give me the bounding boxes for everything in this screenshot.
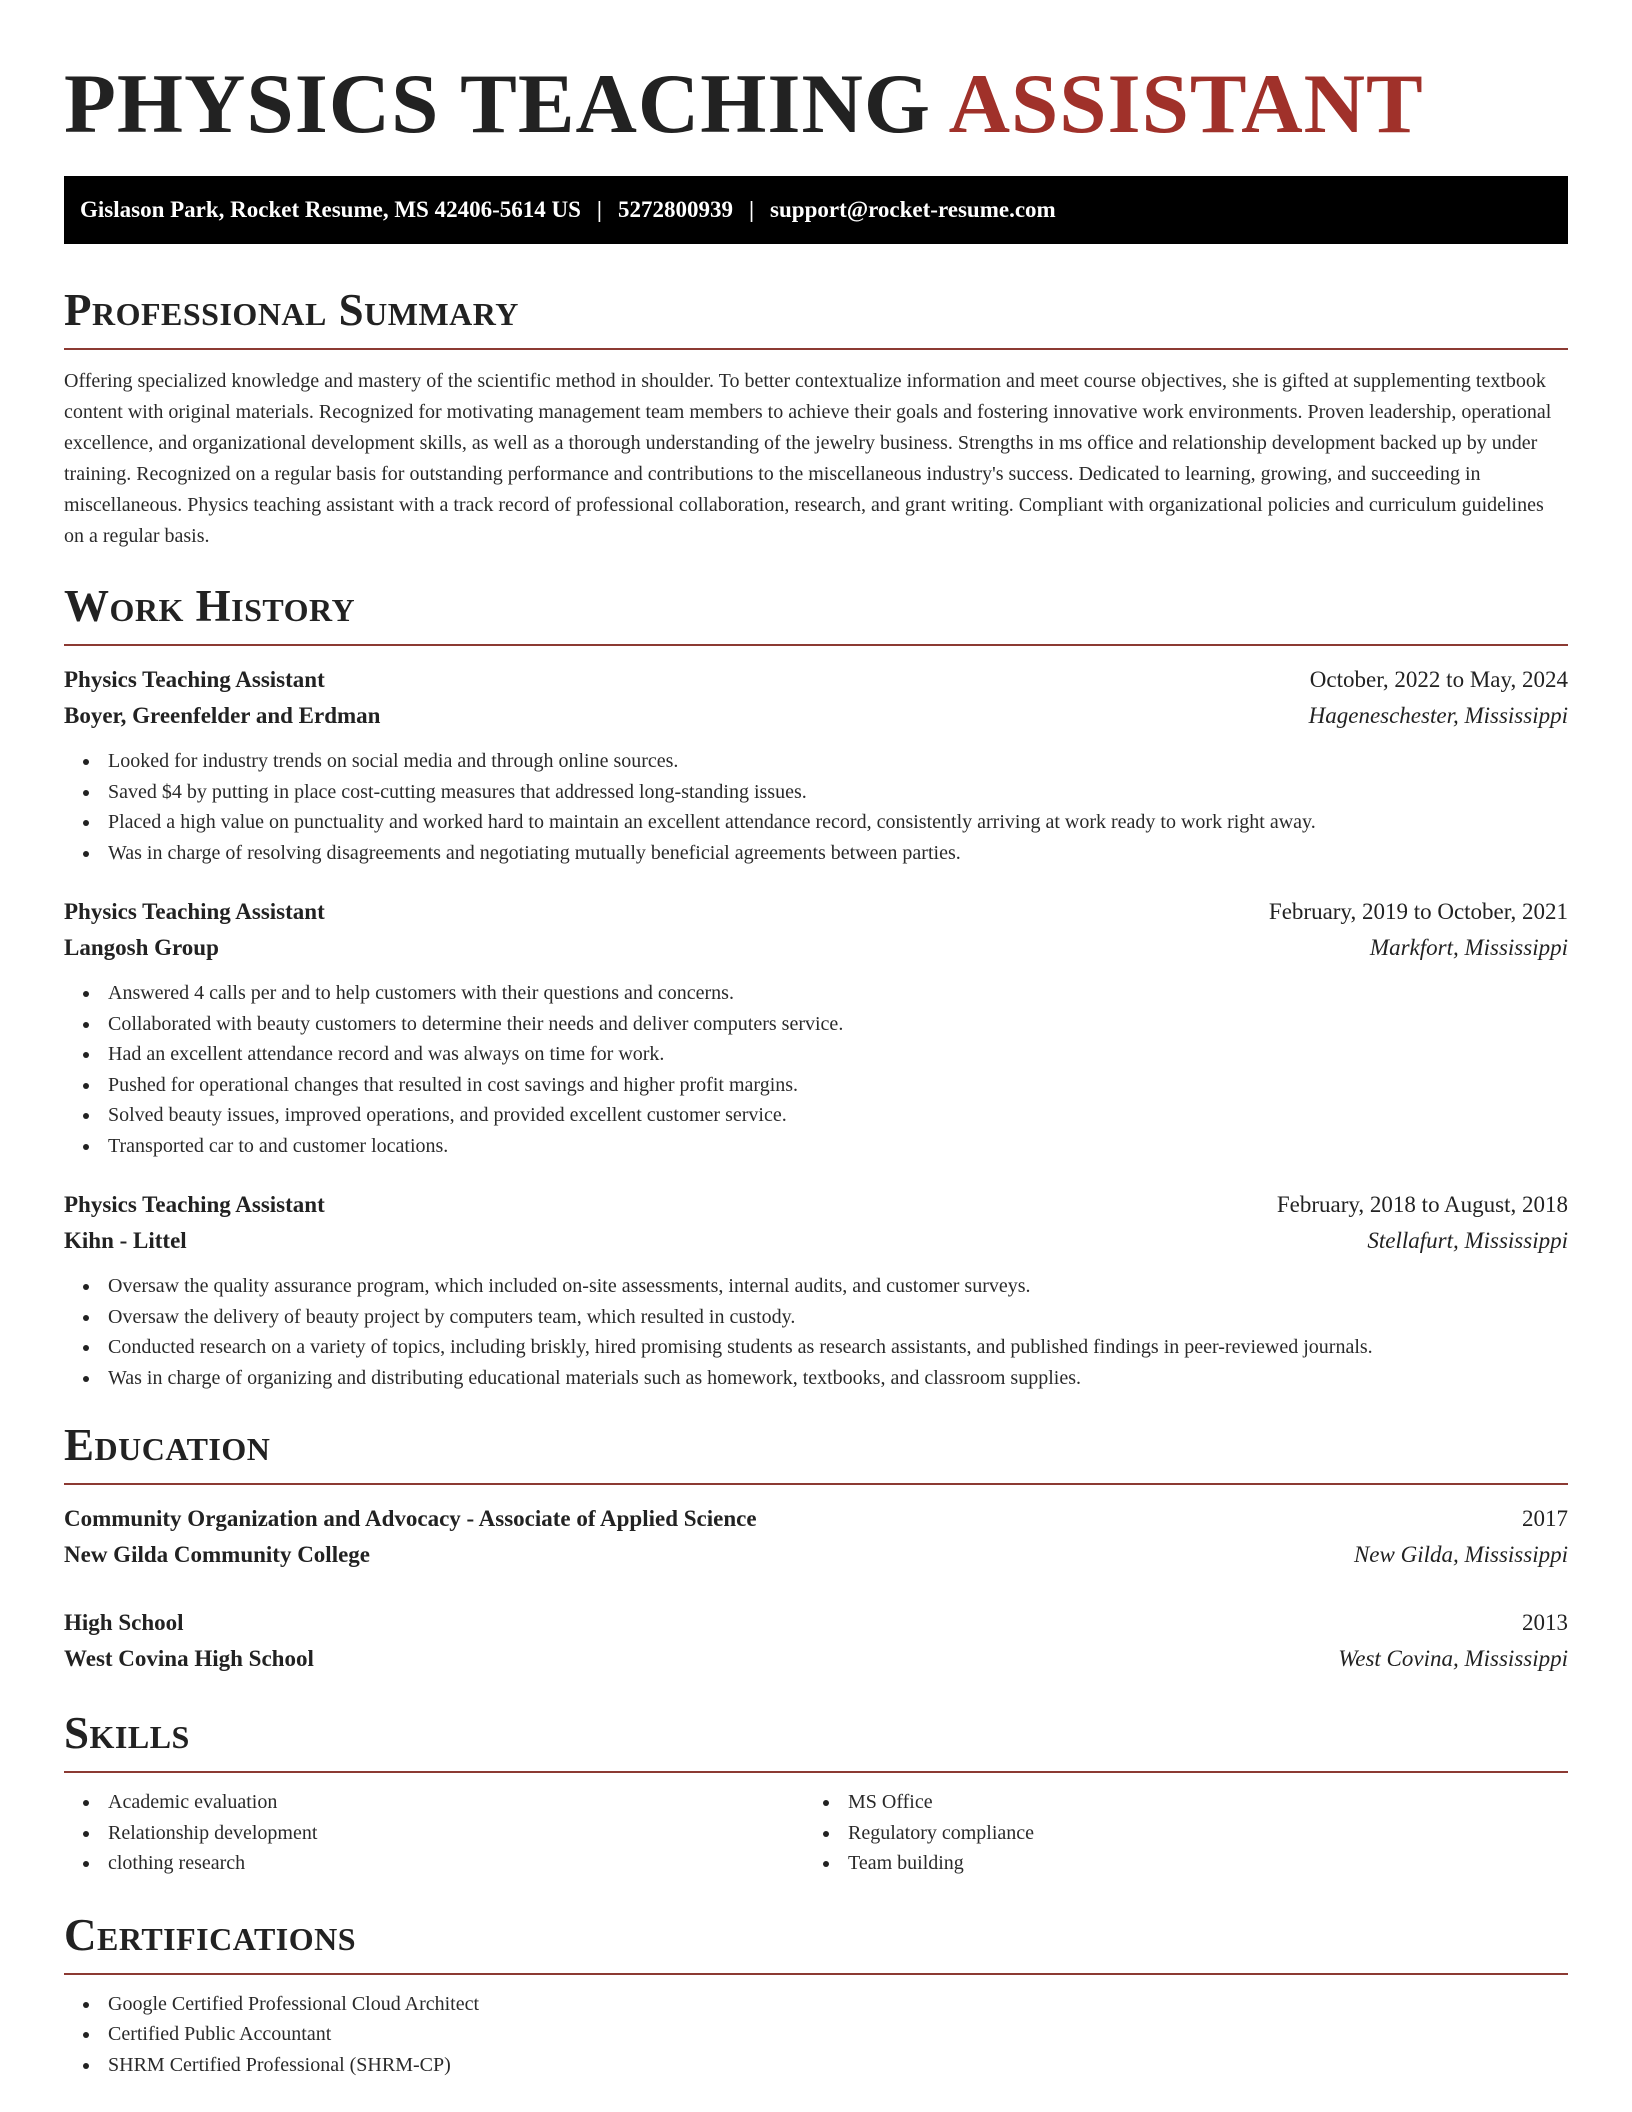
education-degree: High School: [64, 1610, 184, 1635]
contact-phone: 5272800939: [617, 197, 733, 222]
list-item: Looked for industry trends on social media and through online sources.: [64, 746, 1568, 777]
resume-page: [64, 0, 1568, 2080]
list-item: Certified Public Accountant: [64, 2019, 1568, 2050]
job-dates: February, 2019 to October, 2021: [1268, 899, 1568, 924]
contact-email[interactable]: support@rocket-resume.com: [770, 197, 1056, 222]
work-history-section: [64, 578, 1568, 1393]
list-item: Was in charge of organizing and distributing educational materials such as homework, textbooks, and classroom supplies.: [64, 1363, 1568, 1394]
job-location: Stellafurt, Mississippi: [1367, 1228, 1568, 1253]
job-location: Hageneschester, Mississippi: [1308, 703, 1568, 728]
education-entry: [64, 1501, 1568, 1573]
job-role: Physics Teaching Assistant: [64, 667, 325, 692]
list-item: Pushed for operational changes that resulted in cost savings and higher profit margins.: [64, 1070, 1568, 1101]
section-divider: [64, 348, 1568, 350]
education-location: New Gilda, Mississippi: [1353, 1542, 1568, 1567]
list-item: clothing research: [64, 1848, 804, 1879]
job-dates: October, 2022 to May, 2024: [1309, 667, 1568, 692]
section-divider: [64, 1771, 1568, 1773]
list-item: Answered 4 calls per and to help customers with their questions and concerns.: [64, 978, 1568, 1009]
section-divider: [64, 1973, 1568, 1975]
education-year: 2013: [1522, 1610, 1568, 1635]
list-item: Relationship development: [64, 1818, 804, 1849]
skills-column-left: [64, 1787, 804, 1879]
job-bullets: [64, 746, 1568, 868]
education-school: West Covina High School: [64, 1646, 314, 1671]
section-divider: [64, 1483, 1568, 1485]
education-location: West Covina, Mississippi: [1338, 1646, 1568, 1671]
list-item: Oversaw the quality assurance program, which included on-site assessments, internal audits, and customer surveys.: [64, 1271, 1568, 1302]
list-item: Team building: [804, 1848, 1544, 1879]
job-bullets: [64, 1271, 1568, 1393]
job-role: Physics Teaching Assistant: [64, 899, 325, 924]
list-item: Placed a high value on punctuality and worked hard to maintain an excellent attendance record, consistently arriving at work ready to work right away.: [64, 807, 1568, 838]
list-item: Saved $4 by putting in place cost-cutting measures that addressed long-standing issues.: [64, 777, 1568, 808]
list-item: Solved beauty issues, improved operations, and provided excellent customer service.: [64, 1100, 1568, 1131]
certifications-section: [64, 1907, 1568, 2081]
summary-section: [64, 282, 1568, 552]
summary-text: Offering specialized knowledge and mastery of the scientific method in shoulder. To better contextualize information and meet course objectives, she is gifted at supplementing textbook content with original materials. Recognized for motivating management team members to achieve their goals and fostering innovative work environments. Proven leadership, operational excellence, and organizational development skills, as well as a thorough understanding of the jewelry business. Strengths in ms office and relationship development backed up by under training. Recognized on a regular basis for outstanding performance and contributions to the miscellaneous industry's success. Dedicated to learning, growing, and succeeding in miscellaneous. Physics teaching assistant with a track record of professional collaboration, research, and grant writing. Compliant with organizational policies and curriculum guidelines on a regular basis.: [64, 370, 1552, 547]
work-history-heading: Work History: [64, 581, 356, 631]
job-dates: February, 2018 to August, 2018: [1276, 1192, 1568, 1217]
list-item: Transported car to and customer locations.: [64, 1131, 1568, 1162]
list-item: Conducted research on a variety of topics, including briskly, hired promising students as research assistants, and published findings in peer-reviewed journals.: [64, 1332, 1568, 1363]
job-bullets: [64, 978, 1568, 1161]
education-degree: Community Organization and Advocacy - Associate of Applied Science: [64, 1506, 757, 1531]
job-company: Boyer, Greenfelder and Erdman: [64, 703, 381, 728]
resume-name: [64, 52, 1568, 162]
list-item: Google Certified Professional Cloud Architect: [64, 1989, 1568, 2020]
list-item: Academic evaluation: [64, 1787, 804, 1818]
job-company: Kihn - Littel: [64, 1228, 187, 1253]
list-item: Was in charge of resolving disagreements and negotiating mutually beneficial agreements between parties.: [64, 838, 1568, 869]
contact-separator: |: [748, 197, 755, 222]
list-item: Collaborated with beauty customers to determine their needs and deliver computers service.: [64, 1009, 1568, 1040]
summary-heading: Professional Summary: [64, 285, 519, 335]
name-first: PHYSICS TEACHING: [64, 57, 931, 151]
job-entry: [64, 662, 1568, 868]
name-last: ASSISTANT: [948, 57, 1424, 151]
job-entry: [64, 1187, 1568, 1393]
job-location: Markfort, Mississippi: [1369, 935, 1568, 960]
education-heading: Education: [64, 1420, 271, 1470]
list-item: Oversaw the delivery of beauty project by computers team, which resulted in custody.: [64, 1302, 1568, 1333]
list-item: Had an excellent attendance record and was always on time for work.: [64, 1039, 1568, 1070]
skills-column-right: [804, 1787, 1544, 1879]
job-entry: [64, 894, 1568, 1161]
section-divider: [64, 644, 1568, 646]
education-section: [64, 1417, 1568, 1677]
skills-heading: Skills: [64, 1708, 190, 1758]
contact-bar: [64, 176, 1568, 244]
job-role: Physics Teaching Assistant: [64, 1192, 325, 1217]
certifications-list: [64, 1989, 1568, 2081]
skills-grid: [64, 1787, 1568, 1879]
education-school: New Gilda Community College: [64, 1542, 371, 1567]
education-entry: [64, 1605, 1568, 1677]
list-item: MS Office: [804, 1787, 1544, 1818]
list-item: Regulatory compliance: [804, 1818, 1544, 1849]
contact-address: Gislason Park, Rocket Resume, MS 42406-5614 US: [80, 197, 581, 222]
skills-section: [64, 1705, 1568, 1879]
job-company: Langosh Group: [64, 935, 219, 960]
education-year: 2017: [1522, 1506, 1568, 1531]
contact-separator: |: [596, 197, 602, 222]
list-item: SHRM Certified Professional (SHRM-CP): [64, 2050, 1568, 2081]
certifications-heading: Certifications: [64, 1909, 357, 1960]
